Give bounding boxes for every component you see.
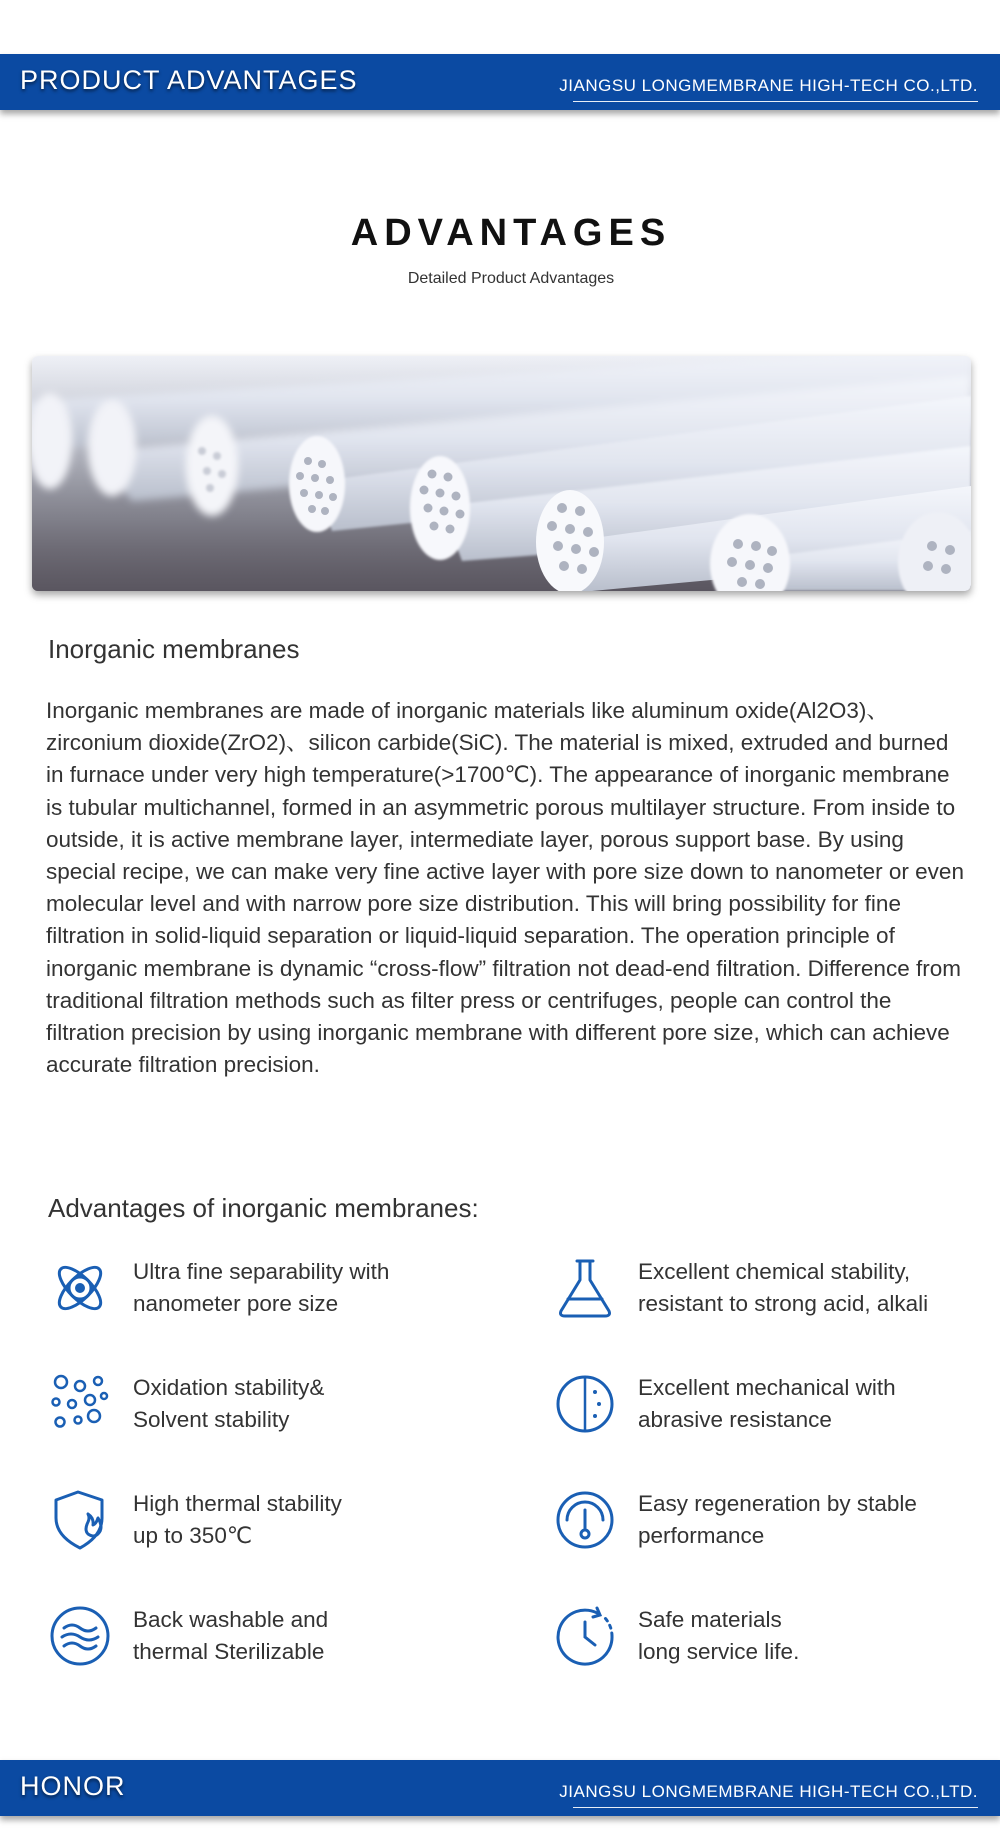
advantage-line: resistant to strong acid, alkali (638, 1291, 929, 1316)
advantage-line: Ultra fine separability with (133, 1259, 390, 1284)
footer-bar (0, 1760, 1000, 1816)
intro-paragraph: Inorganic membranes are made of inorganic materials like aluminum oxide(Al2O3)、zirconium dioxide(ZrO2)、silicon carbide(SiC). The material is mixed, extruded and burned in furnace under very high temperature(>1700℃). The appearance of inorganic membrane is tubular multichannel, formed in an asymmetric porous multilayer structure. From inside to outside, it is active membrane layer, intermediate layer, porous support base. By using special recipe, we can make very fine active layer with pore size down to nanometer or even molecular level and with narrow pore size distribution. This will bring possibility for fine filtration in solid-liquid separation or liquid-liquid separation. The operation principle of inorganic membrane is dynamic “cross-flow” filtration not dead-end filtration. Difference from traditional filtration methods such as filter press or centrifuges, people can control the filtration precision by using inorganic membrane with different pore size, which can achieve accurate filtration precision. (46, 698, 964, 1078)
clock-icon (553, 1604, 617, 1668)
advantage-line: thermal Sterilizable (133, 1639, 325, 1664)
advantage-line: High thermal stability (133, 1491, 342, 1516)
header-bar (0, 54, 1000, 110)
intro-heading: Inorganic membranes (48, 634, 300, 664)
advantage-item (48, 1372, 488, 1452)
advantage-item (553, 1488, 993, 1568)
advantage-item (553, 1604, 993, 1684)
membrane-banner-image (32, 356, 971, 591)
atom-icon (48, 1256, 112, 1320)
bubbles-icon (48, 1372, 112, 1436)
advantage-item (48, 1256, 488, 1336)
footer-company-name: JIANGSU LONGMEMBRANE HIGH-TECH CO.,LTD. (559, 1782, 978, 1801)
footer-title: HONOR (20, 1771, 126, 1801)
section-title: ADVANTAGES (350, 212, 672, 254)
advantage-line: nanometer pore size (133, 1291, 339, 1316)
flask-icon (553, 1256, 617, 1320)
advantage-item (553, 1256, 993, 1336)
header-title: PRODUCT ADVANTAGES (20, 65, 358, 95)
advantage-item (48, 1488, 488, 1568)
advantage-line: Solvent stability (133, 1407, 290, 1432)
advantage-line: up to 350℃ (133, 1523, 253, 1548)
gauge-icon (553, 1488, 617, 1552)
waves-icon (48, 1604, 112, 1668)
advantage-line: Back washable and (133, 1607, 329, 1632)
advantage-line: Excellent mechanical with (638, 1375, 896, 1400)
mechanical-icon (553, 1372, 617, 1436)
advantage-line: performance (638, 1523, 765, 1548)
section-subtitle: Detailed Product Advantages (407, 270, 615, 287)
advantage-line: Excellent chemical stability, (638, 1259, 911, 1284)
header-company-name: JIANGSU LONGMEMBRANE HIGH-TECH CO.,LTD. (559, 76, 978, 95)
advantage-line: Oxidation stability& (133, 1375, 325, 1400)
advantage-item (48, 1604, 488, 1684)
footer-company-underline (573, 1807, 978, 1808)
shield-flame-icon (48, 1488, 112, 1552)
advantage-item (553, 1372, 993, 1452)
header-company-underline (573, 101, 978, 102)
advantage-line: Safe materials (638, 1607, 782, 1632)
advantage-line: long service life. (638, 1639, 800, 1664)
advantage-line: abrasive resistance (638, 1407, 832, 1432)
advantage-line: Easy regeneration by stable (638, 1491, 917, 1516)
advantages-heading: Advantages of inorganic membranes: (48, 1193, 479, 1223)
